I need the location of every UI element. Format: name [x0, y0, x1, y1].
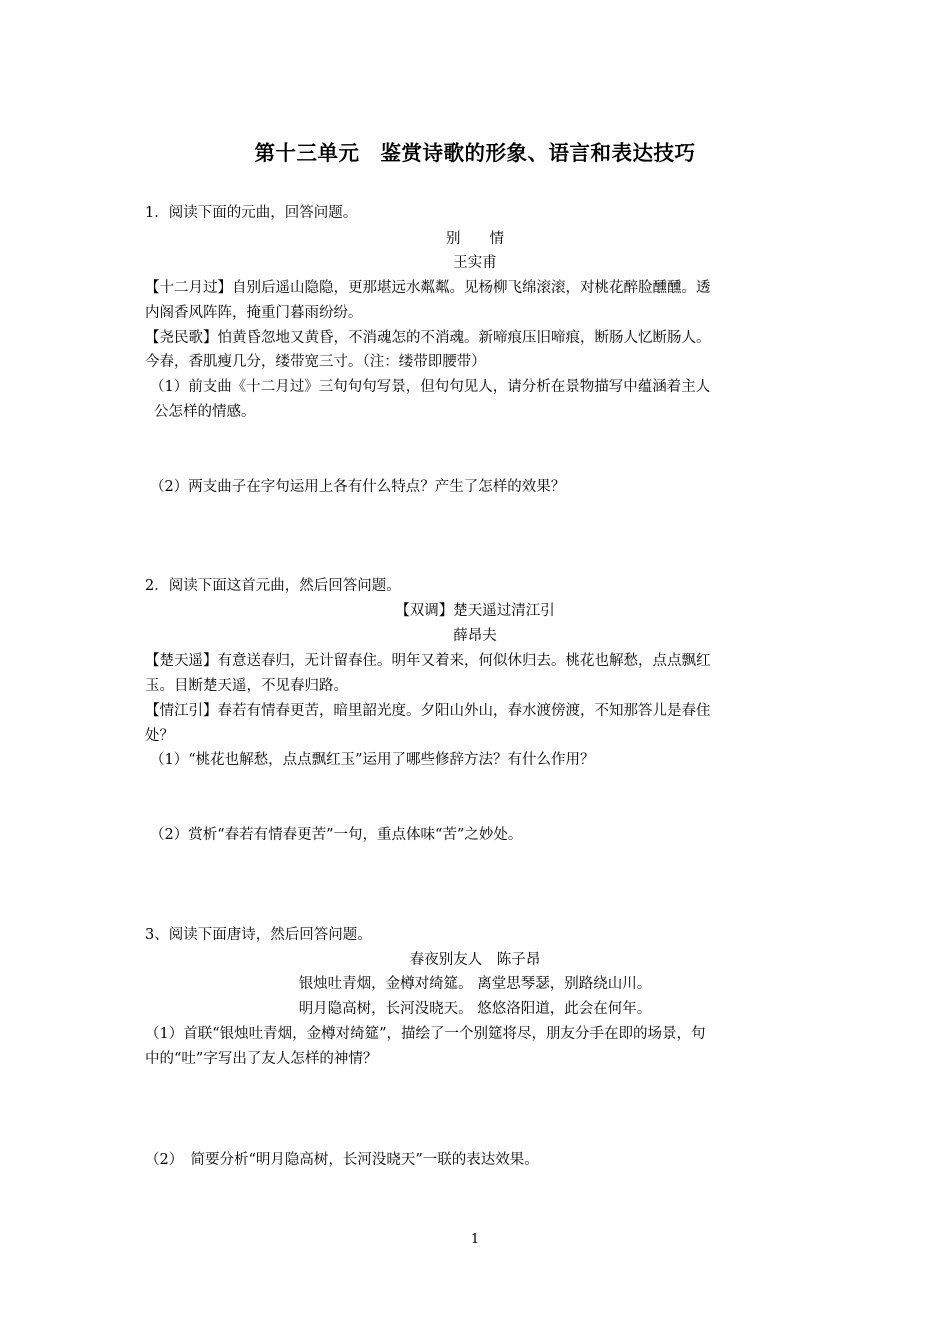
q2-author: 薛昂夫 [453, 628, 497, 644]
q1-poem-title: 别 情 [446, 231, 504, 247]
page-number: 1 [470, 1232, 480, 1247]
q3-poem-title: 春夜别友人 陈子昂 [409, 952, 541, 968]
q1-poem-line: 【十二月过】自别后遥山隐隐，更那堪远水粼粼。见杨柳飞绵滚滚，对桃花醉脸醺醺。透 [145, 280, 711, 296]
q2-poem-line: 【情江引】春若有情春更苦，暗里韶光度。夕阳山外山，春水渡傍渡，不知那答儿是春住 [145, 703, 711, 719]
q2-sub2-question: （2）赏析“春若有情春更苦”一句，重点体味“苦”之妙处。 [150, 827, 523, 843]
q2-poem-line: 玉。目断楚天遥，不见春归路。 [145, 678, 348, 694]
q1-poem-line: 内阁香风阵阵，掩重门暮雨纷纷。 [145, 305, 363, 321]
q2-poem-line: 处？ [145, 728, 174, 744]
q3-sub1-question: （1）首联“银烛吐青烟，金樽对绮筵”，描绘了一个别筵将尽，朋友分手在即的场景，句 [145, 1026, 706, 1042]
q2-poem-title: 【双调】楚天遥过清江引 [395, 603, 555, 619]
q1-sub2-question: （2）两支曲子在字句运用上各有什么特点？产生了怎样的效果？ [150, 479, 566, 495]
page-title: 第十三单元 鉴赏诗歌的形象、语言和表达技巧 [254, 141, 696, 165]
q1-sub1-question-cont: 公怎样的情感。 [154, 404, 256, 420]
q1-author: 王实甫 [453, 255, 497, 271]
q2-sub1-question: （1）“桃花也解愁，点点飘红玉”运用了哪些修辞方法？有什么作用？ [150, 752, 595, 768]
q1-poem-line: 【尧民歌】怕黄昏忽地又黄昏，不消魂怎的不消魂。新啼痕压旧啼痕，断肠人忆断肠人。 [145, 330, 711, 346]
q2-prompt: 2．阅读下面这首元曲，然后回答问题。 [145, 578, 401, 594]
q1-prompt: 1．阅读下面的元曲，回答问题。 [145, 205, 358, 221]
q2-poem-line: 【楚天遥】有意送春归，无计留春住。明年又着来，何似休归去。桃花也解愁，点点飘红 [145, 653, 711, 669]
q3-sub1-question-cont: 中的“吐”字写出了友人怎样的神情？ [145, 1051, 378, 1067]
q3-prompt: 3、阅读下面唐诗，然后回答问题。 [145, 927, 372, 943]
q1-sub1-question: （1）前支曲《十二月过》三句句句写景，但句句见人，请分析在景物描写中蕴涵着主人 [150, 379, 711, 395]
q3-verse-line: 明月隐高树，长河没晓天。 悠悠洛阳道，此会在何年。 [298, 1001, 652, 1017]
q3-verse-line: 银烛吐青烟，金樽对绮筵。 离堂思琴瑟，别路绕山川。 [298, 976, 652, 992]
q3-sub2-question: （2） 简要分析“明月隐高树，长河没晓天”一联的表达效果。 [145, 1152, 539, 1168]
q1-poem-line: 今春，香肌瘦几分，缕带宽三寸。（注：缕带即腰带） [145, 354, 486, 370]
